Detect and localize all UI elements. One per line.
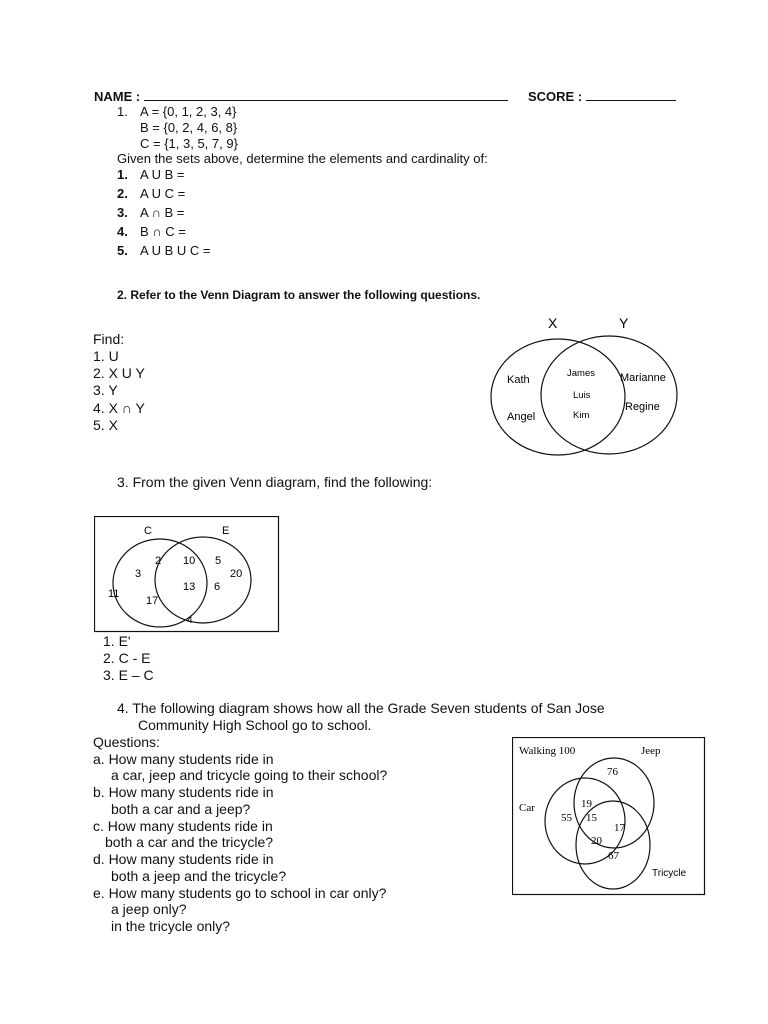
value-jeep-tricycle: 17 (614, 822, 625, 834)
value-all-three: 15 (586, 812, 597, 824)
score-label: SCORE : (528, 88, 676, 104)
q4-line: both a jeep and the tricycle? (111, 868, 287, 884)
value-outside: 4 (187, 615, 193, 626)
q1-item: 4. B ∩ C = (117, 224, 186, 239)
q4-line: both a car and a jeep? (111, 801, 251, 817)
q2-item: 1. U (93, 348, 119, 364)
q1-item: 3. A ∩ B = (117, 205, 185, 220)
q4-heading-cont: Community High School go to school. (138, 717, 372, 733)
element-x-only: Kath (507, 374, 530, 386)
element-both: Kim (573, 410, 590, 421)
value-both: 10 (183, 555, 196, 567)
q1-item: 1. A U B = (117, 167, 185, 182)
value-car-jeep: 19 (581, 798, 592, 810)
q2-item: 3. Y (93, 382, 118, 398)
element-both: James (567, 368, 595, 379)
q4-line: c. How many students ride in (93, 818, 273, 834)
q3-item: 3. E – C (103, 667, 154, 683)
q2-item: 4. X ∩ Y (93, 400, 145, 416)
value-tricycle-only: 67 (608, 850, 619, 862)
q4-line: d. How many students ride in (93, 851, 274, 867)
q1-item: 5. A U B U C = (117, 243, 211, 258)
element-y-only: Regine (625, 401, 660, 413)
q1-number: 1. (117, 104, 128, 119)
questions-label: Questions: (93, 734, 160, 750)
value-car-only: 55 (561, 812, 572, 824)
label-y: Y (619, 315, 629, 331)
venn-diagram-xy (484, 312, 684, 458)
name-label: NAME : (94, 88, 508, 104)
q4-heading: 4. The following diagram shows how all the Grade Seven students of San Jose (117, 700, 605, 716)
value-outside: 11 (108, 588, 120, 600)
label-jeep: Jeep (641, 745, 661, 757)
q4-line: a jeep only? (111, 901, 187, 917)
label-x: X (548, 315, 558, 331)
element-x-only: Angel (507, 411, 536, 423)
element-both: Luis (573, 390, 591, 401)
q1-instruction: Given the sets above, determine the elements and cardinality of: (117, 151, 488, 166)
q2-heading: 2. Refer to the Venn Diagram to answer the following questions. (117, 288, 481, 302)
q2-item: 2. X U Y (93, 365, 145, 381)
q3-item: 2. C - E (103, 650, 151, 666)
value-e-only: 5 (215, 555, 222, 567)
value-car-tricycle: 20 (591, 835, 602, 847)
q4-line: in the tricycle only? (111, 918, 231, 934)
value-c-only: 2 (155, 555, 162, 567)
q4-line: e. How many students go to school in car only? (93, 885, 387, 901)
label-car: Car (519, 802, 535, 814)
value-e-only: 6 (214, 581, 221, 593)
q3-heading: 3. From the given Venn diagram, find the following: (117, 474, 433, 490)
value-both: 13 (183, 581, 196, 593)
set-a: A = {0, 1, 2, 3, 4} (140, 104, 237, 119)
q2-item: 5. X (93, 417, 118, 433)
label-c: C (144, 525, 152, 537)
find-label: Find: (93, 331, 125, 347)
q1-item: 2. A U C = (117, 186, 186, 201)
value-jeep-only: 76 (607, 766, 618, 778)
q3-item: 1. E' (103, 633, 131, 649)
venn-diagram-transport (512, 737, 706, 897)
circle-e (155, 537, 251, 623)
value-c-only: 17 (146, 595, 159, 607)
label-e: E (222, 525, 230, 537)
label-walking: Walking 100 (519, 745, 576, 757)
value-c-only: 3 (135, 568, 142, 580)
q4-line: a car, jeep and tricycle going to their school? (111, 767, 388, 783)
score-blank[interactable] (586, 88, 676, 101)
circle-y (541, 336, 677, 454)
venn-diagram-ce (94, 516, 280, 634)
set-b: B = {0, 2, 4, 6, 8} (140, 120, 238, 135)
element-y-only: Marianne (620, 372, 666, 384)
set-c: C = {1, 3, 5, 7, 9} (140, 136, 238, 151)
name-blank[interactable] (144, 88, 508, 101)
q4-line: both a car and the tricycle? (105, 834, 274, 850)
value-e-only: 20 (230, 568, 243, 580)
q4-line: a. How many students ride in (93, 751, 274, 767)
label-tricycle: Tricycle (652, 868, 687, 879)
q4-line: b. How many students ride in (93, 784, 274, 800)
